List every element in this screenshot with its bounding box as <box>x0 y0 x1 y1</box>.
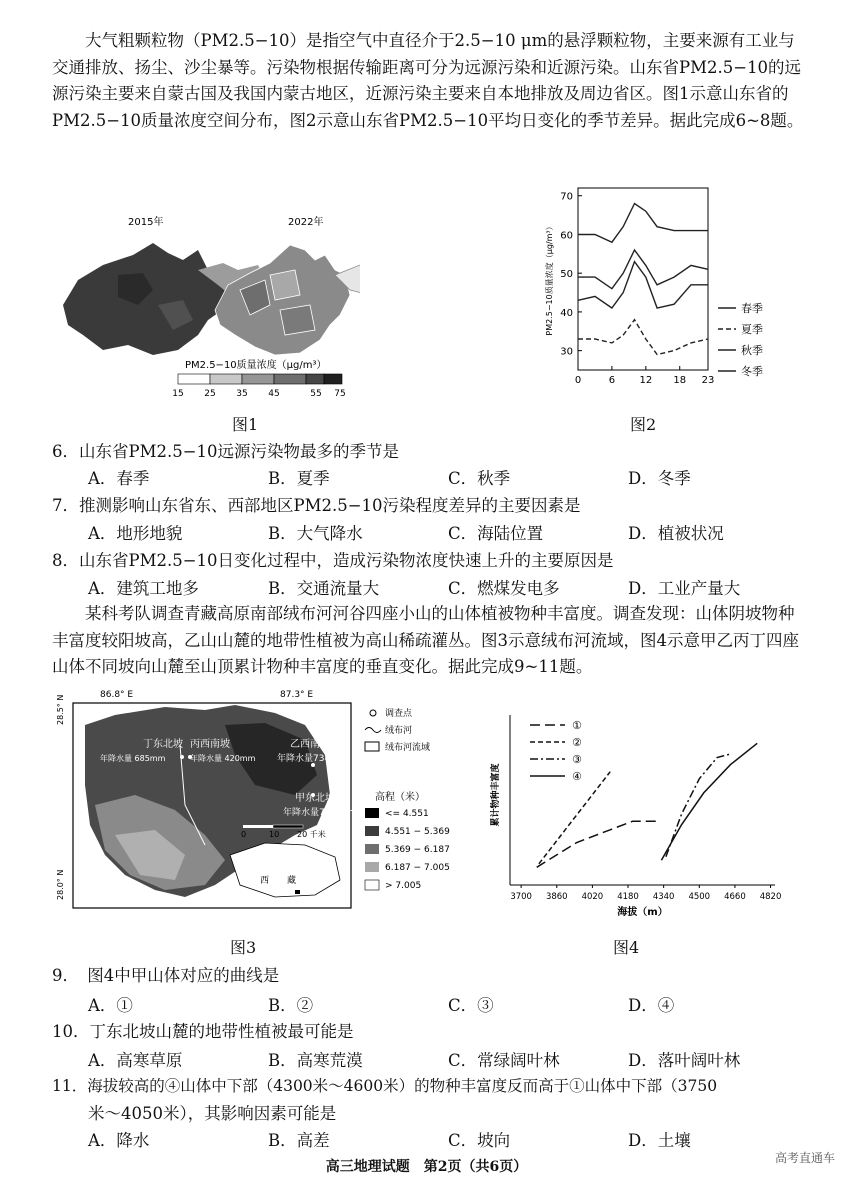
legend-label: ④ <box>572 770 582 783</box>
figure-4-caption: 图4 <box>613 938 640 957</box>
legend-tick: 75 <box>334 389 346 399</box>
option-a: A．高寒草原 <box>88 1051 183 1070</box>
site-note-yi: 年降水量734mm <box>277 754 348 764</box>
elev-class: 4.551 − 5.369 <box>385 827 450 837</box>
option-b: B．高寒荒漠 <box>268 1051 363 1070</box>
lat-tick: 28.5° N <box>56 694 65 725</box>
site-note-jia: 年降水量734mm <box>283 808 354 818</box>
x-tick-label: 6 <box>608 375 616 386</box>
lon-tick: 86.8° E <box>100 690 134 700</box>
x-axis-label: 海拔（m） <box>617 907 668 918</box>
x-tick-label: 3700 <box>510 892 532 902</box>
question-6: 6．山东省PM2.5−10远源污染物最多的季节是 <box>52 442 400 461</box>
legend-point-label: 调查点 <box>385 709 413 719</box>
intro-paragraph-1: 大气粗颗粒物（PM2.5−10）是指空气中直径介于2.5−10 μm的悬浮颗粒物，主要来源有工业与交通排放、扬尘、沙尘暴等。污染物根据传输距离可分为远源污染和近源污染。山东省PM2.5−10的远源污染主要来自蒙古国及我国内蒙古地区，近源污染主要来自本地排放及周边省区。图1示意山东省的PM2.5−10质量浓度空间分布，图2示意山东省PM2.5−10平均日变化的季节差异。据此完成6~8题。 <box>52 31 804 130</box>
site-note-bing: 年降水量 420mm <box>190 754 256 763</box>
site-label-bing: 丙西南坡 <box>190 739 230 750</box>
legend-label: 秋季 <box>741 344 763 357</box>
option-d: D．土壤 <box>628 1131 691 1150</box>
elevation-legend-title: 高程（米） <box>375 792 425 803</box>
map-2022-label: 2022年 <box>288 217 324 228</box>
option-c: C．常绿阔叶林 <box>448 1051 560 1070</box>
y-tick-label: 50 <box>560 269 573 281</box>
legend-tick: 45 <box>268 389 280 399</box>
option-a: A．地形地貌 <box>88 524 183 543</box>
x-tick-label: 4340 <box>652 892 675 902</box>
map-legend-bar <box>178 374 342 384</box>
option-b: B．夏季 <box>268 469 330 488</box>
x-tick-label: 4020 <box>581 892 604 902</box>
intro-paragraph-2: 某科考队调查青藏高原南部绒布河河谷四座小山的山体植被物种丰富度。调查发现：山体阴坡物种丰富度较阳坡高，乙山山麓的地带性植被为高山稀疏灌丛。图3示意绒布河流域，图4示意甲乙丙丁四座山体不同坡向山麓至山顶累计物种丰富度的垂直变化。据此完成9~11题。 <box>52 604 799 676</box>
elev-class: 6.187 − 7.005 <box>385 863 450 873</box>
fig3-legend <box>365 707 450 891</box>
option-d: D．冬季 <box>628 469 691 488</box>
option-c: C．海陆位置 <box>448 524 544 543</box>
scale-tick: 20 千米 <box>297 830 326 839</box>
scale-tick: 0 <box>241 830 247 839</box>
site-note-ding: 年降水量 685mm <box>100 754 166 763</box>
x-tick-label: 4820 <box>759 892 782 902</box>
option-c: C．坡向 <box>448 1131 511 1150</box>
x-tick-label: 18 <box>673 375 687 386</box>
y-tick-label: 30 <box>560 346 573 358</box>
series-line-2 <box>578 320 708 355</box>
map-legend-title: PM2.5−10质量浓度（μg/m³） <box>185 360 327 371</box>
option-d: D．④ <box>628 996 675 1015</box>
figure-1-maps <box>60 205 360 400</box>
question-9: 9． 图4中甲山体对应的曲线是 <box>52 966 280 985</box>
question-10-options <box>88 1047 808 1071</box>
legend-tick: 55 <box>310 389 322 399</box>
series-line-2 <box>539 772 610 864</box>
question-11-options <box>88 1127 808 1151</box>
option-b: B．高差 <box>268 1131 330 1150</box>
series-line-4 <box>578 262 708 308</box>
figure-2-caption: 图2 <box>630 415 657 434</box>
figure-2-chart <box>538 180 818 400</box>
figure-3-map <box>55 685 485 915</box>
lon-tick: 87.3° E <box>280 690 314 700</box>
option-c: C．③ <box>448 996 494 1015</box>
question-8: 8．山东省PM2.5−10日变化过程中，造成污染物浓度快速上升的主要原因是 <box>52 551 614 570</box>
option-b: B．大气降水 <box>268 524 363 543</box>
legend-tick: 25 <box>204 389 216 399</box>
x-tick-label: 12 <box>639 375 653 386</box>
y-tick-label: 60 <box>560 230 573 242</box>
x-tick-label: 23 <box>701 375 715 386</box>
figure-4-chart <box>470 705 790 930</box>
option-a: A．春季 <box>88 469 150 488</box>
page-footer: 高三地理试题 第2页（共6页） <box>325 1159 528 1175</box>
y-axis-label: PM2.5−10质量浓度（μg/m³） <box>545 222 554 336</box>
site-label-jia: 甲东北坡 <box>295 793 335 804</box>
option-a: A．建筑工地多 <box>88 579 199 598</box>
x-tick-label: 4500 <box>688 892 711 902</box>
map-2022 <box>215 245 360 355</box>
option-b: B．② <box>268 996 314 1015</box>
option-d: D．植被状况 <box>628 524 724 543</box>
x-tick-label: 4660 <box>724 892 746 902</box>
option-a: A．降水 <box>88 1131 150 1150</box>
series-line-1 <box>578 204 708 243</box>
series-line-4 <box>661 743 757 860</box>
legend-label: 夏季 <box>741 323 763 336</box>
watermark: 高考直通车 <box>774 1151 835 1165</box>
option-c: C．秋季 <box>448 469 511 488</box>
map-legend-ticks <box>172 389 345 399</box>
x-tick-label: 4180 <box>617 892 639 902</box>
question-7-options <box>88 520 808 544</box>
question-10: 10．丁东北坡山麓的地带性植被最可能是 <box>52 1022 354 1041</box>
option-c: C．燃煤发电多 <box>448 579 560 598</box>
elev-class: <= 4.551 <box>385 809 429 819</box>
site-label-yi: 乙西南坡 <box>290 739 330 750</box>
inset-label: 西 藏 <box>260 876 297 886</box>
legend-tick: 15 <box>172 389 184 399</box>
x-tick-label: 0 <box>574 375 582 386</box>
series-line-1 <box>537 821 660 867</box>
option-d: D．工业产量大 <box>628 579 741 598</box>
legend-label: 冬季 <box>741 365 763 378</box>
option-a: A．① <box>88 996 133 1015</box>
elev-class: > 7.005 <box>385 881 422 891</box>
option-b: B．交通流量大 <box>268 579 380 598</box>
option-d: D．落叶阔叶林 <box>628 1051 741 1070</box>
legend-label: 春季 <box>741 302 763 315</box>
question-8-options <box>88 575 808 599</box>
y-tick-label: 70 <box>560 191 573 203</box>
question-11-line-2: 米～4050米），其影响因素可能是 <box>88 1104 337 1123</box>
question-9-options <box>88 992 808 1016</box>
lat-tick: 28.0° N <box>56 869 65 900</box>
y-axis-label: 累计物种丰富度 <box>491 763 501 827</box>
legend-tick: 35 <box>236 389 248 399</box>
legend-label: ② <box>572 736 582 749</box>
site-label-ding: 丁东北坡 <box>143 739 183 750</box>
legend-label: ① <box>572 719 582 732</box>
figure-3-caption: 图3 <box>230 938 257 957</box>
question-7: 7．推测影响山东省东、西部地区PM2.5−10污染程度差异的主要因素是 <box>52 496 581 515</box>
series-line-3 <box>578 250 708 289</box>
x-tick-label: 3860 <box>545 892 568 902</box>
elev-class: 5.369 − 6.187 <box>385 845 450 855</box>
map-2015-label: 2015年 <box>128 217 164 228</box>
series-line-3 <box>666 754 731 857</box>
question-6-options <box>88 465 808 489</box>
legend-river-label: 绒布河 <box>385 726 413 736</box>
y-tick-label: 40 <box>560 307 573 319</box>
question-11-line-1: 11．海拔较高的④山体中下部（4300米～4600米）的物种丰富度反而高于①山体中下部（3750 <box>52 1077 718 1095</box>
figure-1-caption: 图1 <box>232 415 259 434</box>
legend-basin-label: 绒布河流域 <box>385 743 431 753</box>
scale-tick: 10 <box>269 830 280 839</box>
legend-label: ③ <box>572 753 582 766</box>
